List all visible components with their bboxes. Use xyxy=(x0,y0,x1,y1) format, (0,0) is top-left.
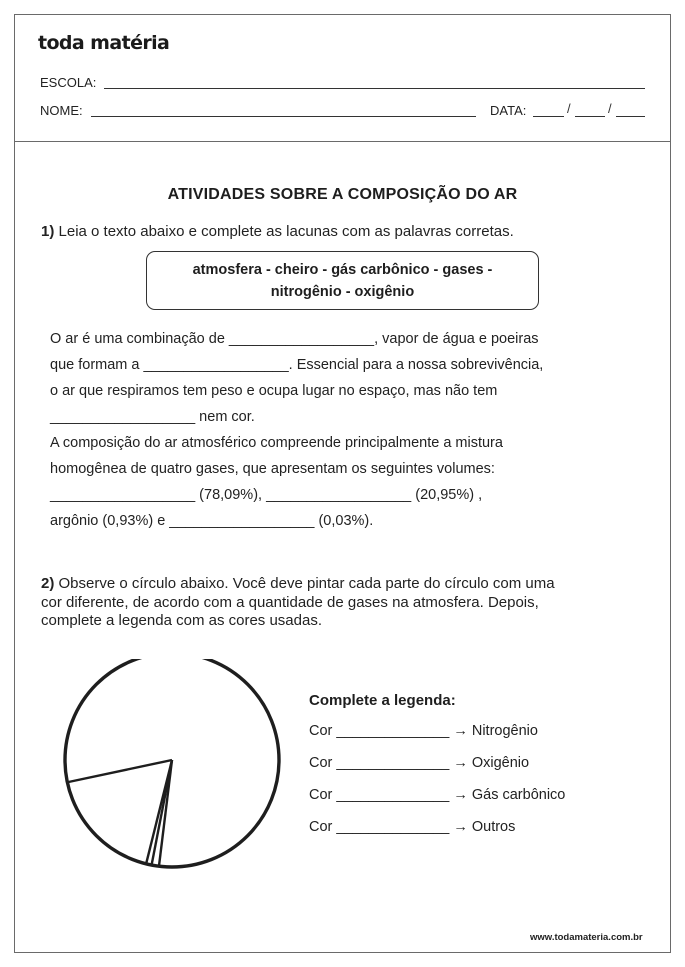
brand-logo: toda matéria xyxy=(38,32,170,54)
date-year-field[interactable] xyxy=(616,116,645,117)
question-2-text-line: cor diferente, de acordo com a quantidade de gases na atmosfera. Depois, xyxy=(41,594,539,611)
word-bank-text: atmosfera - cheiro - gás carbônico - gases - nitrogênio - oxigênio xyxy=(192,261,493,300)
page-title: ATIVIDADES SOBRE A COMPOSIÇÃO DO AR xyxy=(167,186,518,203)
paragraph-line: homogênea de quatro gases, que apresentam os seguintes volumes: xyxy=(50,461,495,477)
arrow-right-icon: → xyxy=(453,755,468,771)
pie-slice-boundary xyxy=(146,760,172,864)
name-label: NOME: xyxy=(40,103,83,118)
question-2-text-line: complete a legenda com as cores usadas. xyxy=(41,612,322,629)
legend-row xyxy=(309,819,515,835)
legend-gas-name: Outros xyxy=(471,819,516,835)
question-2-instruction xyxy=(41,575,555,593)
arrow-right-icon: → xyxy=(453,787,468,803)
paragraph-line: O ar é uma combinação de __________________, vapor de água e poeiras xyxy=(50,331,539,347)
legend-row xyxy=(309,755,529,771)
pie-slice-boundary xyxy=(67,760,172,782)
legend-gas-name: Gás carbônico xyxy=(471,787,566,803)
legend-row xyxy=(309,723,538,739)
header-divider xyxy=(14,141,671,142)
date-day-field[interactable] xyxy=(533,116,564,117)
paragraph-line: argônio (0,93%) e __________________ (0,03%). xyxy=(50,513,374,529)
gas-pie-chart[interactable] xyxy=(60,659,290,871)
legend-color-blank[interactable]: Cor ______________ xyxy=(309,723,450,739)
paragraph-line: o ar que respiramos tem peso e ocupa lugar no espaço, mas não tem xyxy=(50,383,498,399)
legend-color-blank[interactable]: Cor ______________ xyxy=(309,787,450,803)
question-1-text: Leia o texto abaixo e complete as lacunas com as palavras corretas. xyxy=(58,223,514,240)
legend-title: Complete a legenda: xyxy=(309,692,456,709)
paragraph-line: que formam a __________________. Essencial para a nossa sobrevivência, xyxy=(50,357,544,373)
school-label: ESCOLA: xyxy=(40,75,97,90)
date-separator: / xyxy=(567,101,571,116)
question-2-number: 2) xyxy=(41,575,55,592)
paragraph-line: A composição do ar atmosférico compreende principalmente a mistura xyxy=(50,435,503,451)
legend-gas-name: Nitrogênio xyxy=(471,723,538,739)
legend-gas-name: Oxigênio xyxy=(471,755,530,771)
legend-color-blank[interactable]: Cor ______________ xyxy=(309,755,450,771)
school-field[interactable] xyxy=(104,88,645,89)
date-label: DATA: xyxy=(490,103,527,118)
footer-url: www.todamateria.com.br xyxy=(530,932,643,943)
question-2-text-line: Observe o círculo abaixo. Você deve pintar cada parte do círculo com uma xyxy=(58,575,555,592)
legend-color-blank[interactable]: Cor ______________ xyxy=(309,819,450,835)
question-1-number: 1) xyxy=(41,223,55,240)
date-month-field[interactable] xyxy=(575,116,605,117)
arrow-right-icon: → xyxy=(453,819,468,835)
word-bank xyxy=(146,251,539,310)
paragraph-line: __________________ nem cor. xyxy=(50,409,255,425)
name-field[interactable] xyxy=(91,116,476,117)
legend-row xyxy=(309,787,565,803)
paragraph-line: __________________ (78,09%), __________________ (20,95%) , xyxy=(50,487,483,503)
question-1-instruction xyxy=(41,223,514,241)
date-separator: / xyxy=(608,101,612,116)
arrow-right-icon: → xyxy=(453,723,468,739)
